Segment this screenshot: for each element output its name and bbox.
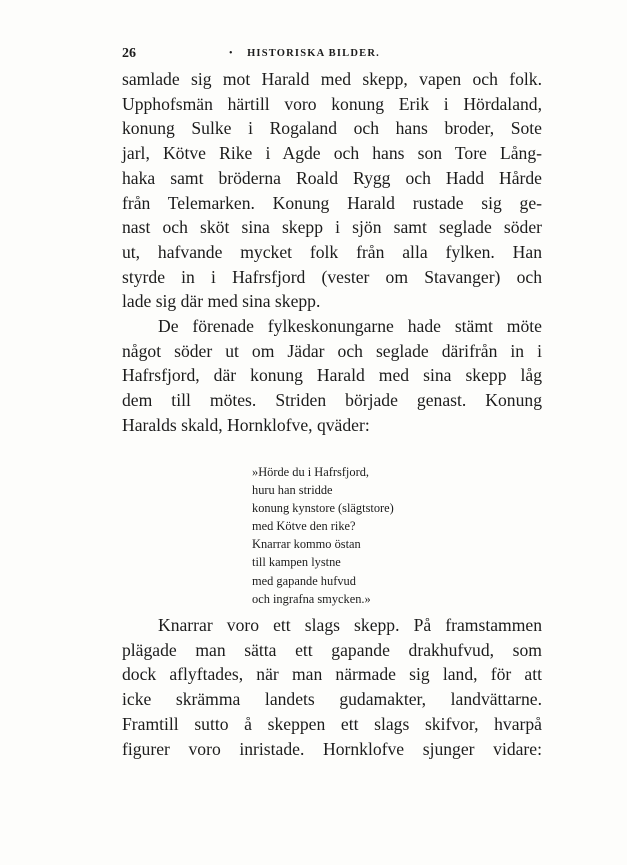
text-line: haka samt bröderna Roald Rygg och Hadd Hårde (122, 167, 542, 188)
poem-quote (252, 463, 394, 608)
text-line: icke skrämma landets gudamakter, landvättarne. (122, 689, 542, 710)
text-line: styrde in i Hafrsfjord (vester om Stavanger) och (122, 266, 542, 287)
text-line: Hafrsfjord, där konung Harald med sina skepp låg (122, 365, 542, 386)
text-line: De förenade fylkeskonungarne hade stämt möte (158, 316, 542, 337)
text-line: Framtill sutto å skeppen ett slags skifvor, hvarpå (122, 713, 542, 734)
text-line: nast och sköt sina skepp i sjön samt seglade söder (122, 217, 542, 238)
text-block-lower (122, 613, 542, 761)
text-line: konung Sulke i Rogaland och hans broder, Sote (122, 118, 542, 139)
text-block-upper (122, 67, 542, 438)
poem-line: med gapande hufvud (252, 573, 356, 588)
poem-line: Knarrar kommo östan (252, 537, 361, 552)
header-dot: • (229, 48, 233, 59)
text-line: från Telemarken. Konung Harald rustade sig ge- (122, 192, 542, 213)
text-line: plägade man sätta ett gapande drakhufvud, som (122, 639, 542, 660)
text-line: samlade sig mot Harald med skepp, vapen och folk. (122, 69, 542, 89)
text-line: dock aflyftades, när man närmade sig land, för att (122, 664, 542, 685)
poem-line: »Hörde du i Hafrsfjord, (252, 465, 369, 479)
poem-line: och ingrafna smycken.» (252, 591, 371, 606)
text-line: Haralds skald, Hornklofve, qväder: (122, 414, 370, 435)
poem-line: konung kynstore (slägtstore) (252, 501, 394, 516)
text-line: Upphofsmän härtill voro konung Erik i Hördaland, (122, 93, 542, 114)
paragraph-3 (122, 613, 542, 761)
text-line: dem till mötes. Striden började genast. Konung (122, 390, 542, 411)
poem-line: huru han stridde (252, 483, 333, 498)
poem-line: med Kötve den rike? (252, 519, 356, 534)
paragraph-2 (122, 314, 542, 438)
text-line: något söder ut om Jädar och seglade därifrån in i (122, 340, 542, 361)
page-number: 26 (122, 46, 136, 61)
text-line: lade sig där med sina skepp. (122, 291, 321, 312)
running-head: HISTORISKA BILDER. (247, 48, 380, 59)
text-line: figurer voro inristade. Hornklofve sjunger vidare: (122, 738, 542, 759)
text-line: Knarrar voro ett slags skepp. På framstammen (158, 615, 542, 635)
paragraph-1 (122, 67, 542, 314)
text-line: ut, hafvande mycket folk från alla fylken. Han (122, 241, 542, 262)
poem-line: till kampen lystne (252, 555, 341, 570)
text-line: jarl, Kötve Rike i Agde och hans son Tore Lång- (122, 143, 542, 164)
